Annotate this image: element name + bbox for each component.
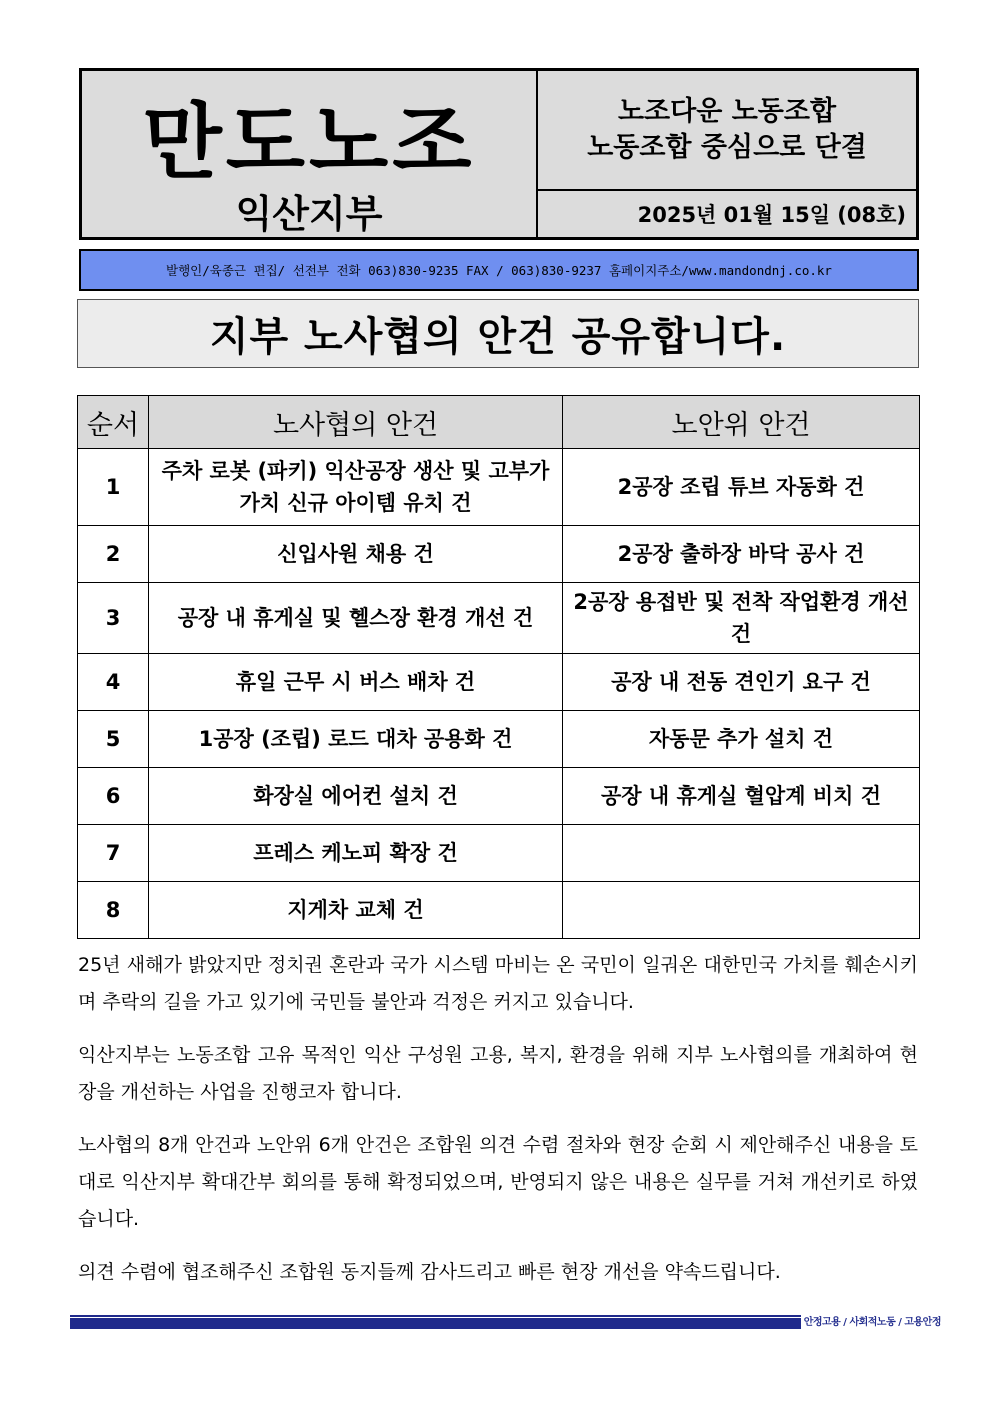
labor-mgmt-item: 휴일 근무 시 버스 배차 건 (149, 654, 563, 711)
safety-item: 2공장 용접반 및 전착 작업환경 개선 건 (563, 583, 920, 654)
header-number: 순서 (78, 396, 149, 449)
row-number: 5 (78, 711, 149, 768)
paragraph: 25년 새해가 밝았지만 정치권 혼란과 국가 시스템 마비는 온 국민이 일궈온 대한민국 가치를 훼손시키며 추락의 길을 가고 있기에 국민들 불안과 걱정은 커지고 있습니다. (78, 954, 918, 1013)
safety-item: 2공장 조립 튜브 자동화 건 (563, 449, 920, 526)
table-row (78, 449, 920, 526)
safety-item (563, 882, 920, 939)
labor-mgmt-item: 공장 내 휴게실 및 헬스장 환경 개선 건 (149, 583, 563, 654)
safety-item: 자동문 추가 설치 건 (563, 711, 920, 768)
row-number: 6 (78, 768, 149, 825)
agenda-table (77, 395, 920, 939)
table-row (78, 583, 920, 654)
row-number: 2 (78, 526, 149, 583)
masthead (79, 68, 919, 240)
safety-item: 2공장 출하장 바닥 공사 건 (563, 526, 920, 583)
publisher-info: 발행인/육종근 편집/ 선전부 전화 063)830-9235 FAX / 063)830-9237 홈페이지주소/www.mandondnj.co.kr (79, 249, 919, 291)
paragraph: 노사협의 8개 안건과 노안위 6개 안건은 조합원 의견 수렴 절차와 현장 순회 시 제안해주신 내용을 토대로 익산지부 확대간부 회의를 통해 확정되었으며, 반영되지 않은 내용은 실무를 거쳐 개선키로 하였습니다. (78, 1134, 918, 1230)
union-title: 만도노조 (142, 95, 476, 190)
slogan-line-1: 노조다운 노동조합 (617, 96, 837, 127)
paragraph: 익산지부는 노동조합 고유 목적인 익산 구성원 고용, 복지, 환경을 위해 지부 노사협의를 개최하여 현장을 개선하는 사업을 진행코자 합니다. (78, 1044, 918, 1103)
labor-mgmt-item: 프레스 케노피 확장 건 (149, 825, 563, 882)
issue-date: 2025년 01월 15일 (08호) (637, 203, 906, 227)
footer-tag: 안정고용 / 사회적노동 / 고용안정 (801, 1314, 944, 1332)
row-number: 4 (78, 654, 149, 711)
slogan-line-2: 노동조합 중심으로 단결 (587, 132, 867, 163)
table-header-row (78, 396, 920, 449)
row-number: 8 (78, 882, 149, 939)
row-number: 7 (78, 825, 149, 882)
labor-mgmt-item: 신입사원 채용 건 (149, 526, 563, 583)
header-safety: 노안위 안건 (563, 396, 920, 449)
masthead-right (538, 71, 916, 237)
masthead-left (82, 71, 538, 237)
labor-mgmt-item: 화장실 에어컨 설치 건 (149, 768, 563, 825)
table-row (78, 711, 920, 768)
headline: 지부 노사협의 안건 공유합니다. (77, 299, 919, 368)
labor-mgmt-item: 지게차 교체 건 (149, 882, 563, 939)
paragraph: 의견 수렴에 협조해주신 조합원 동지들께 감사드리고 빠른 현장 개선을 약속드립니다. (78, 1261, 781, 1283)
table-row (78, 825, 920, 882)
table-row (78, 768, 920, 825)
labor-mgmt-item: 1공장 (조립) 로드 대차 공용화 건 (149, 711, 563, 768)
table-row (78, 654, 920, 711)
article-body (78, 947, 918, 1307)
header-labor-mgmt: 노사협의 안건 (149, 396, 563, 449)
branch-name: 익산지부 (235, 192, 383, 236)
safety-item: 공장 내 전동 견인기 요구 건 (563, 654, 920, 711)
table-row (78, 526, 920, 583)
safety-item (563, 825, 920, 882)
labor-mgmt-item: 주차 로봇 (파키) 익산공장 생산 및 고부가 가치 신규 아이템 유치 건 (149, 449, 563, 526)
safety-item: 공장 내 휴게실 혈압계 비치 건 (563, 768, 920, 825)
row-number: 3 (78, 583, 149, 654)
footer-bar (70, 1318, 919, 1329)
table-row (78, 882, 920, 939)
row-number: 1 (78, 449, 149, 526)
slogan (538, 71, 916, 191)
